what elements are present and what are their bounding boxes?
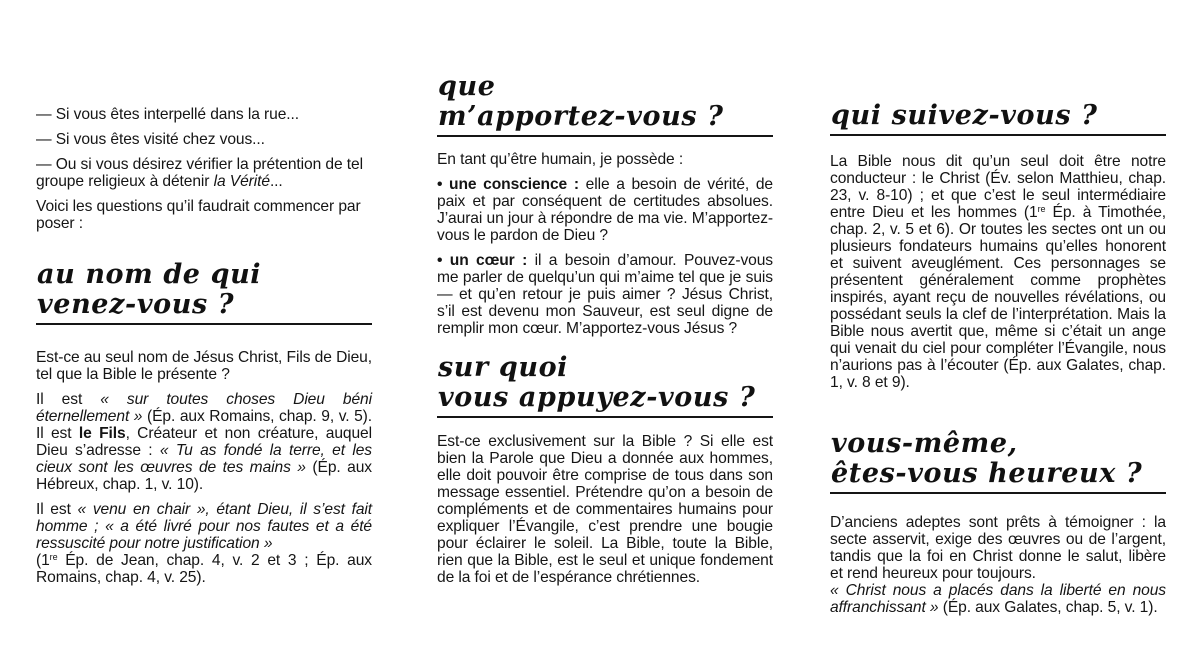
paragraph-coeur: • un cœur : il a besoin d’amour. Pouvez-vous me parler de quelqu’un qui m’aime tel que je suis — et qu’en retour je puis aimer ? Jésus Christ, s’il est devenu mon Sauveur, est seul digne de remplir mon cœur. M’apportez-vous Jésus ? bbox=[437, 252, 773, 337]
heading-sur-quoi-vous-appuyez-vous: sur quoi vous appuyez-vous ? bbox=[437, 353, 773, 418]
paragraph-venu-en-chair: Il est « venu en chair », étant Dieu, il s’est fait homme ; « a été livré pour nos fautes et a été ressuscité pour notre justification » (1re Ép. de Jean, chap. 4, v. 2 et 3 ; Ép. aux Romains, chap. 4, v. 25). bbox=[36, 501, 372, 586]
heading-au-nom-de-qui: au nom de qui venez-vous ? bbox=[36, 260, 372, 325]
intro-line-verify: — Ou si vous désirez vérifier la prétention de tel groupe religieux à détenir la Vérité... bbox=[36, 156, 363, 190]
column-right bbox=[830, 101, 1166, 616]
paragraph-seul-nom: Est-ce au seul nom de Jésus Christ, Fils de Dieu, tel que la Bible le présente ? bbox=[36, 349, 372, 383]
paragraph-bible-seule: Est-ce exclusivement sur la Bible ? Si elle est bien la Parole que Dieu a donnée aux hommes, elle doit pouvoir être comprise de tous dans son message essentiel. Prétendre qu’on a besoin de compléments et de commentaires humains pour expliquer l’Évangile, c’est prendre une bougie pour éclairer le soleil. La Bible, toute la Bible, rien que la Bible, est le seul et unique fondement de la foi et de l’espérance chrétiennes. bbox=[437, 433, 773, 586]
paragraph-etre-humain: En tant qu’être humain, je possède : bbox=[437, 151, 684, 168]
heading-vous-meme-etes-vous-heureux: vous-même, êtes-vous heureux ? bbox=[830, 429, 1166, 494]
intro-line-street: — Si vous êtes interpellé dans la rue... bbox=[36, 106, 299, 123]
intro-questions: Voici les questions qu’il faudrait commencer par poser : bbox=[36, 198, 361, 232]
heading-que-mapportez-vous: que m’apportez-vous ? bbox=[437, 72, 773, 137]
column-left bbox=[36, 106, 372, 586]
heading-qui-suivez-vous: qui suivez-vous ? bbox=[830, 101, 1166, 136]
intro-line-home: — Si vous êtes visité chez vous... bbox=[36, 131, 265, 148]
paragraph-il-est-dieu: Il est « sur toutes choses Dieu béni éternellement » (Ép. aux Romains, chap. 9, v. 5). Il est le Fils, Créateur et non créature, auquel Dieu s’adresse : « Tu as fondé la terre, et les cieux sont les œuvres de tes mains » (Ép. aux Hébreux, chap. 1, v. 10). bbox=[36, 391, 372, 493]
column-middle bbox=[437, 72, 773, 586]
paragraph-conscience: • une conscience : elle a besoin de vérité, de paix et par conséquent de certitudes absolues. J’aurai un jour à répondre de ma vie. M’apportez-vous le pardon de Dieu ? bbox=[437, 176, 773, 244]
paragraph-seul-conducteur: La Bible nous dit qu’un seul doit être notre conducteur : le Christ (Év. selon Matthieu, chap. 23, v. 8-10) ; et que c’est le seul intermédiaire entre Dieu et les hommes (1re Ép. à Timothée, chap. 2, v. 5 et 6). Or toutes les sectes ont un ou plusieurs fondateurs humains qu’elles honorent et suivent aveuglément. Ces personnages se présentent généralement comme prophètes inspirés, ayant reçu de nouvelles révélations, ou possédant seuls la clef de l’interprétation. Mais la Bible nous avertit que, même si c’était un ange qui venait du ciel pour compléter l’Évangile, nous n’aurions pas à l’écouter (Ép. aux Galates, chap. 1, v. 8 et 9). bbox=[830, 153, 1166, 391]
paragraph-christ-liberte: « Christ nous a placés dans la liberté en nous affranchissant » (Ép. aux Galates, chap. 5, v. 1). bbox=[830, 582, 1166, 616]
paragraph-anciens-adeptes: D’anciens adeptes sont prêts à témoigner : la secte asservit, exige des œuvres ou de l’argent, tandis que la foi en Christ donne le salut, libère et rend heureux pour toujours. bbox=[830, 514, 1166, 582]
